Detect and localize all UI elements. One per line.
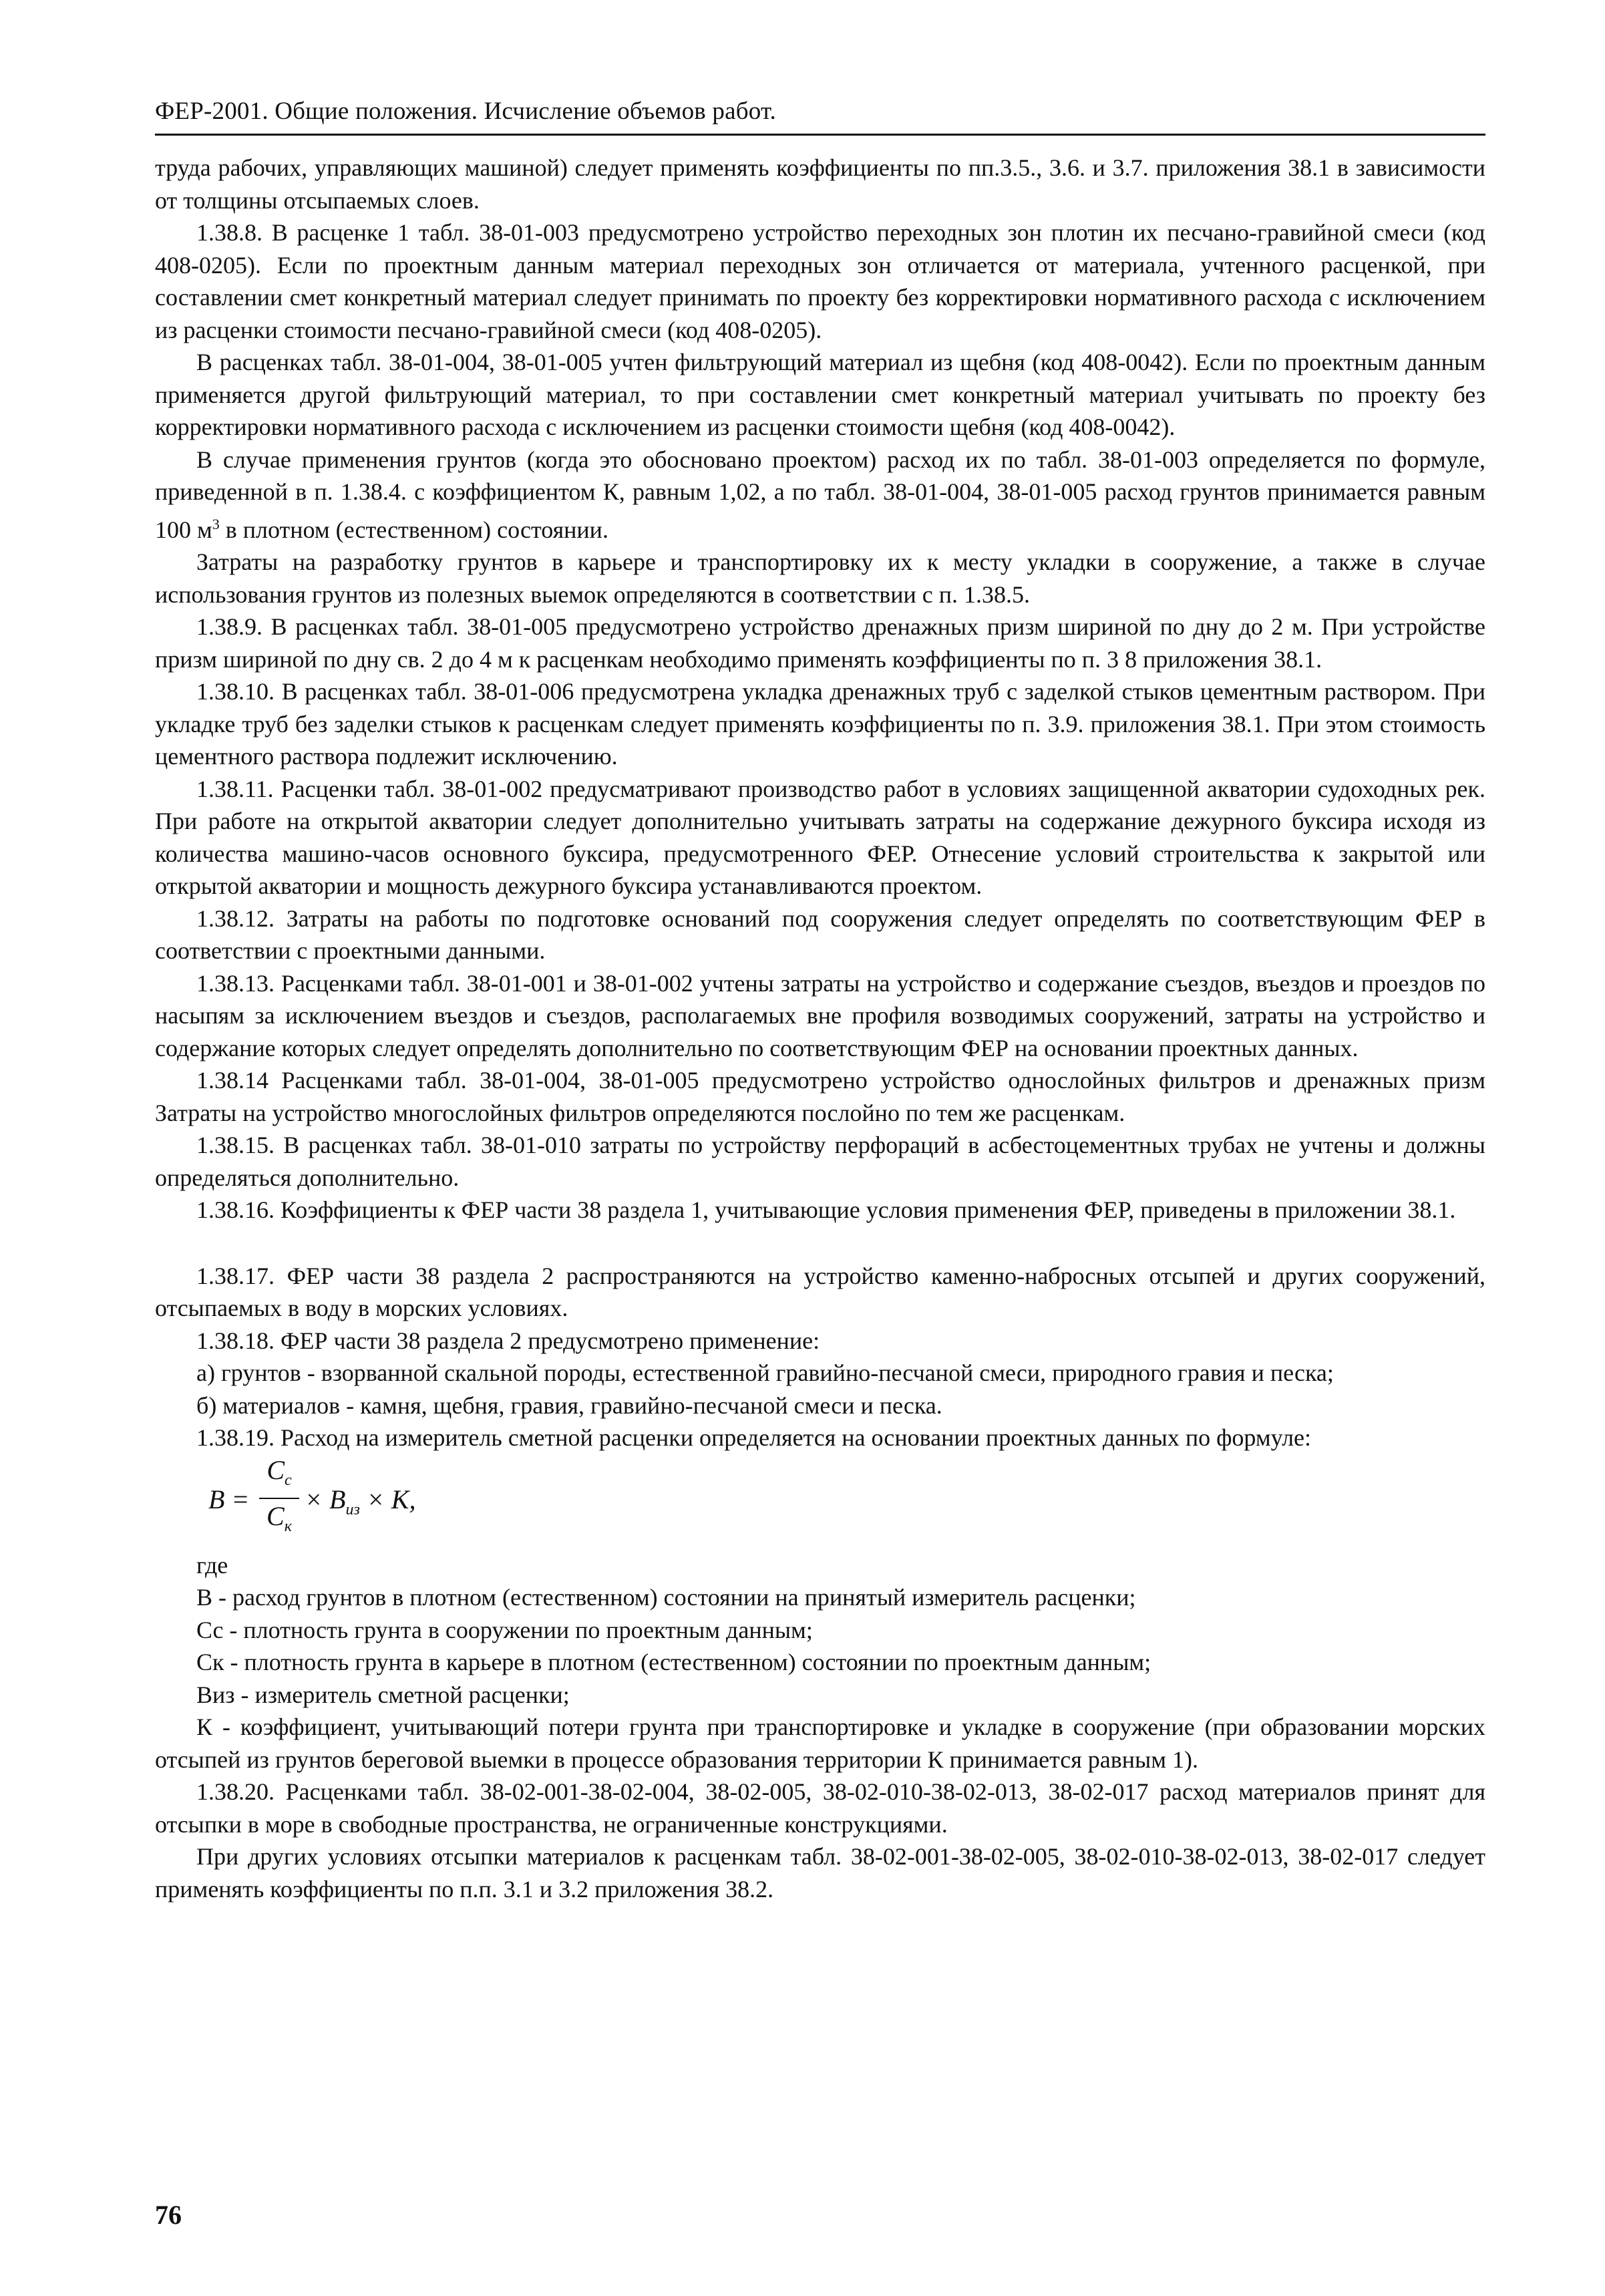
paragraph bbox=[155, 444, 1485, 546]
rhs-part: × B bbox=[305, 1484, 346, 1514]
rhs-subscript: из bbox=[345, 1500, 360, 1518]
paragraph: 1.38.14 Расценками табл. 38-01-004, 38-01-005 предусмотрено устройство однослойных фильтров и дренажных призм Затраты на устройство многослойных фильтров определяются послойно по тем же расценкам. bbox=[155, 1067, 1485, 1126]
superscript: 3 bbox=[212, 515, 220, 532]
paragraph: труда рабочих, управляющих машиной) следует применять коэффициенты по пп.3.5., 3.6. и 3.7. приложения 38.1 в зависимости от толщины отсыпаемых слоев. bbox=[155, 154, 1485, 214]
body-text bbox=[155, 152, 1485, 1905]
formula-rhs bbox=[305, 1484, 415, 1526]
paragraph: 1.38.11. Расценки табл. 38-01-002 предусматривают производство работ в условиях защищенной акватории судоходных рек. При работе на открытой акватории следует дополнительно учитывать затраты на содержание дежурного буксира исходя из количества машино-часов основного буксира, предусмотренного ФЕР. Отнесение условий строительства к закрытой или открытой акватории и мощность дежурного буксира устанавливаются проектом. bbox=[155, 775, 1485, 899]
definition: Ск - плотность грунта в карьере в плотном (естественном) состоянии по проектным данным; bbox=[196, 1649, 1151, 1675]
header-rule bbox=[155, 134, 1485, 136]
paragraph-text: В случае применения грунтов (когда это обосновано проектом) расход их по табл. 38-01-003 определяется по формуле, приведенной в п. 1.38.4. с коэффициентом К, равным 1,02, а по табл. 38-01-004, 38-01-005 расход грунтов принимается равным 100 м bbox=[155, 446, 1485, 543]
formula-lhs: B = bbox=[208, 1484, 250, 1514]
formula-fraction bbox=[259, 1454, 299, 1542]
definition: Виз - измеритель сметной расценки; bbox=[196, 1681, 570, 1708]
definition: Сс - плотность грунта в сооружении по проектным данным; bbox=[196, 1616, 813, 1643]
numerator-symbol: C bbox=[266, 1454, 285, 1485]
paragraph: 1.38.18. ФЕР части 38 раздела 2 предусмотрено применение: bbox=[196, 1327, 820, 1354]
paragraph: б) материалов - камня, щебня, гравия, гравийно-песчаной смеси и песка. bbox=[196, 1391, 942, 1419]
paragraph: В расценках табл. 38-01-004, 38-01-005 учтен фильтрующий материал из щебня (код 408-0042). Если по проектным данным применяется другой фильтрующий материал, то при составлении смет конкретный материал учитывать по проекту без корректировки нормативного расхода с исключением из расценки стоимости щебня (код 408-0042). bbox=[155, 349, 1485, 440]
paragraph: Затраты на разработку грунтов в карьере и транспортировку их к месту укладки в сооружение, а также в случае использования грунтов из полезных выемок определяются в соответствии с п. 1.38.5. bbox=[155, 548, 1485, 608]
formula-denominator bbox=[259, 1500, 299, 1542]
page-number: 76 bbox=[155, 2200, 182, 2230]
paragraph: 1.38.20. Расценками табл. 38-02-001-38-02-004, 38-02-005, 38-02-010-38-02-013, 38-02-017 расход материалов принят для отсыпки в море в свободные пространства, не ограниченные конструкциями. bbox=[155, 1778, 1485, 1838]
paragraph: 1.38.10. В расценках табл. 38-01-006 предусмотрена укладка дренажных труб с заделкой стыков цементным раствором. При укладке труб без заделки стыков к расценкам следует применять коэффициенты по п. 3.9. приложения 38.1. При этом стоимость цементного раствора подлежит исключению. bbox=[155, 678, 1485, 770]
paragraph: 1.38.15. В расценках табл. 38-01-010 затраты по устройству перфораций в асбестоцементных трубах не учтены и должны определяться дополнительно. bbox=[155, 1132, 1485, 1191]
paragraph: При других условиях отсыпки материалов к расценкам табл. 38-02-001-38-02-005, 38-02-010-38-02-013, 38-02-017 следует применять коэффициенты по п.п. 3.1 и 3.2 приложения 38.2. bbox=[155, 1843, 1485, 1903]
page-header: ФЕР-2001. Общие положения. Исчисление объемов работ. bbox=[155, 98, 776, 125]
denominator-symbol: C bbox=[266, 1500, 285, 1531]
paragraph: 1.38.13. Расценками табл. 38-01-001 и 38-01-002 учтены затраты на устройство и содержание съездов, въездов и проездов по насыпям за исключением въездов и съездов, располагаемых вне профиля возводимых сооружений, затраты на устройство и содержание которых следует определять дополнительно по соответствующим ФЕР на основании проектных данных. bbox=[155, 969, 1485, 1061]
paragraph: а) грунтов - взорванной скальной породы, естественной гравийно-песчаной смеси, природного гравия и песка; bbox=[196, 1359, 1334, 1386]
paragraph: 1.38.16. Коэффициенты к ФЕР части 38 раздела 1, учитывающие условия применения ФЕР, приведены в приложении 38.1. bbox=[196, 1196, 1456, 1223]
formula bbox=[208, 1454, 1485, 1549]
paragraph: 1.38.8. В расценке 1 табл. 38-01-003 предусмотрено устройство переходных зон плотин их песчано-гравийной смеси (код 408-0205). Если по проектным данным материал переходных зон отличается от материала, учтенного расценкой, при составлении смет конкретный материал следует принимать по проекту без корректировки нормативного расхода с исключением из расценки стоимости песчано-гравийной смеси (код 408-0205). bbox=[155, 219, 1485, 343]
numerator-subscript: c bbox=[285, 1471, 292, 1489]
paragraph: 1.38.19. Расход на измеритель сметной расценки определяется на основании проектных данных по формуле: bbox=[196, 1424, 1312, 1451]
paragraph: 1.38.12. Затраты на работы по подготовке оснований под сооружения следует определять по соответствующим ФЕР в соответствии с проектными данными. bbox=[155, 905, 1485, 964]
denominator-subscript: к bbox=[284, 1517, 292, 1535]
definition: В - расход грунтов в плотном (естественном) состоянии на принятый измеритель расценки; bbox=[196, 1584, 1136, 1611]
fraction-bar bbox=[259, 1498, 299, 1499]
where-label: где bbox=[196, 1551, 228, 1579]
rhs-part: × K, bbox=[359, 1484, 416, 1514]
definition: К - коэффициент, учитывающий потери грунта при транспортировке и укладке в сооружение (при образовании морских отсыпей из грунтов береговой выемки в процессе образования территории К принимается равным 1). bbox=[155, 1713, 1485, 1773]
paragraph-text: в плотном (естественном) состоянии. bbox=[219, 516, 608, 543]
paragraph: 1.38.17. ФЕР части 38 раздела 2 распространяются на устройство каменно-набросных отсыпей и других сооружений, отсыпаемых в воду в морских условиях. bbox=[155, 1262, 1485, 1321]
paragraph: 1.38.9. В расценках табл. 38-01-005 предусмотрено устройство дренажных призм шириной по дну до 2 м. При устройстве призм шириной по дну св. 2 до 4 м к расценкам необходимо применять коэффициенты по п. 3 8 приложения 38.1. bbox=[155, 613, 1485, 673]
formula-numerator bbox=[259, 1454, 299, 1496]
